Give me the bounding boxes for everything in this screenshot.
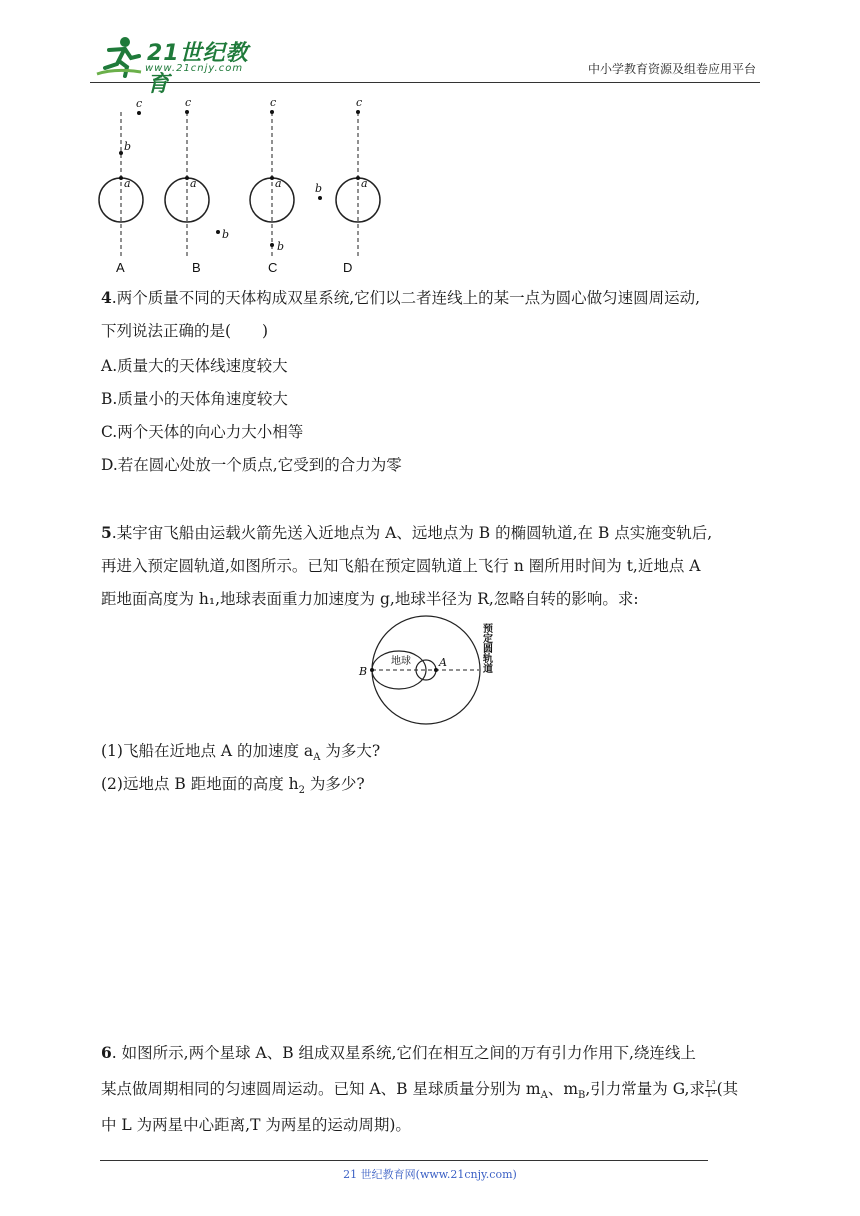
q5-number: 5 — [101, 523, 112, 542]
footer-divider — [100, 1160, 708, 1161]
q6-line3: 中 L 为两星中心距离,T 为两星的运动周期)。 — [101, 1116, 411, 1134]
logo-url: www.21cnjy.com — [145, 63, 244, 74]
q6-number: 6 — [101, 1043, 112, 1062]
runner-icon — [95, 34, 143, 78]
point-a-label: a — [361, 177, 368, 190]
q6-line1: 6. 如图所示,两个星球 A、B 组成双星系统,它们在相互之间的万有引力作用下,绕连线上 — [101, 1043, 696, 1062]
q4-stem-line2: 下列说法正确的是( ) — [101, 322, 269, 340]
point-c-label: c — [136, 97, 143, 110]
point-b-label: b — [315, 182, 323, 195]
point-a-label: a — [190, 177, 197, 190]
q5-line3: 距地面高度为 h₁,地球表面重力加速度为 g,地球半径为 R,忽略自转的影响。求: — [101, 590, 639, 608]
panel-label-a: A — [116, 260, 125, 275]
q5-line2: 再进入预定圆轨道,如图所示。已知飞船在预定圆轨道上飞行 n 圈所用时间为 t,近地点 A — [101, 557, 701, 575]
q4-option-a: A.质量大的天体线速度较大 — [101, 357, 288, 375]
q4-stem-line1: 4.两个质量不同的天体构成双星系统,它们以二者连线上的某一点为圆心做匀速圆周运动, — [101, 288, 701, 307]
point-a-label: a — [275, 177, 282, 190]
site-logo — [95, 34, 255, 97]
q4-option-d: D.若在圆心处放一个质点,它受到的合力为零 — [101, 456, 402, 474]
panel-label-c: C — [268, 260, 278, 275]
platform-name: 中小学教育资源及组卷应用平台 — [587, 62, 756, 76]
l3-over-t2-fraction: $\frac{\text{L³}}{\text{T²}}$ — [705, 1079, 716, 1100]
point-a-label: A — [439, 656, 447, 669]
point-b-label: b — [277, 240, 285, 253]
panel-label-d: D — [343, 260, 353, 275]
q5-sub1: (1)飞船在近地点 A 的加速度 $a_A$ 为多大? — [101, 742, 381, 764]
orbit-options-figure — [95, 92, 395, 282]
logo-text: 21世纪教育 — [147, 41, 249, 97]
point-c-label: c — [270, 96, 277, 109]
q4-option-c: C.两个天体的向心力大小相等 — [101, 423, 304, 441]
point-c-label: c — [185, 96, 192, 109]
panel-label-b: B — [192, 260, 201, 275]
point-b-label: b — [222, 228, 230, 241]
point-a-label: a — [124, 177, 131, 190]
point-c-label: c — [356, 96, 363, 109]
earth-label: 地球 — [391, 656, 411, 667]
q4-option-b: B.质量小的天体角速度较大 — [101, 390, 288, 408]
q5-sub2: (2)远地点 B 距地面的高度 $h_2$ 为多少? — [101, 775, 365, 797]
point-b-label: B — [359, 665, 368, 678]
page-header — [90, 30, 760, 97]
q4-number: 4 — [101, 288, 112, 307]
orbit-transfer-figure — [355, 615, 505, 735]
point-b-label: b — [124, 140, 132, 153]
q5-line1: 5.某宇宙飞船由运载火箭先送入近地点为 A、远地点为 B 的椭圆轨道,在 B 点实施变轨后, — [101, 523, 713, 542]
orbit-label: 预定圆轨道 — [480, 623, 492, 673]
q6-line2: 某点做周期相同的匀速圆周运动。已知 A、B 星球质量分别为 $m_A$、$m_B$,引力常量为 G,求 $\frac{\text{L³}}{\text{T²}}$ (其 — [101, 1079, 739, 1102]
footer-text[interactable]: 21 世纪教育网(www.21cnjy.com) — [343, 1168, 517, 1181]
